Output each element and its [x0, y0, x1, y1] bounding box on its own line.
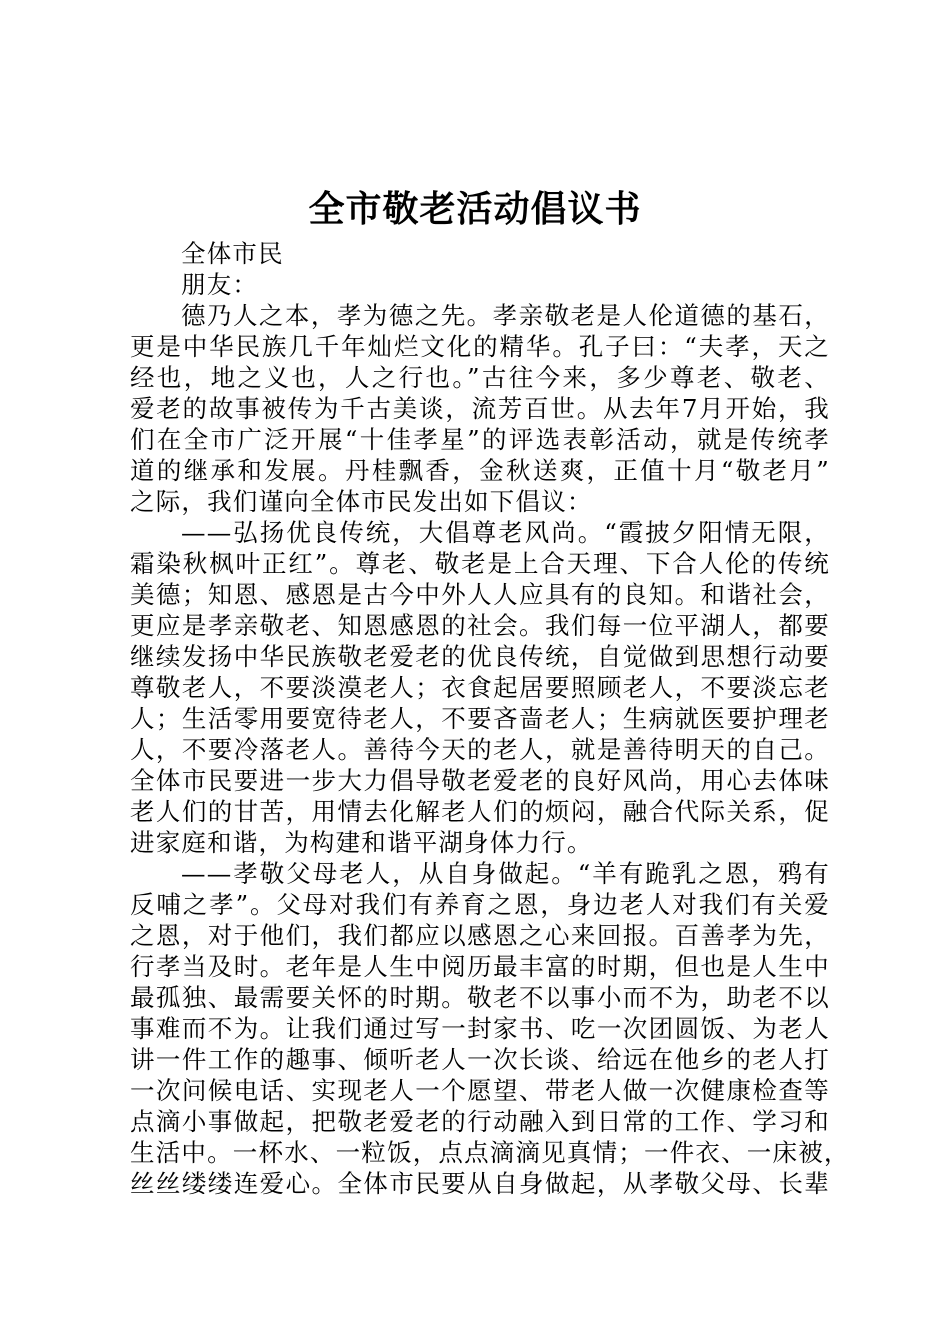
paragraph-line: 继续发扬中华民族敬老爱老的优良传统，自觉做到思想行动要: [130, 642, 830, 671]
paragraph-line: 德乃人之本，孝为德之先。孝亲敬老是人伦道德的基石，: [181, 301, 830, 330]
paragraph-line: 之际，我们谨向全体市民发出如下倡议：: [130, 487, 593, 516]
paragraph-line: ——孝敬父母老人，从自身做起。“羊有跪乳之恩，鸦有: [181, 859, 830, 888]
paragraph-line: 最孤独、最需要关怀的时期。敬老不以事小而不为，助老不以: [130, 983, 830, 1012]
salutation-line: 朋友：: [181, 270, 259, 299]
paragraph-line: 道的继承和发展。丹桂飘香，金秋送爽，正值十月“敬老月”: [130, 456, 830, 485]
paragraph-line: 行孝当及时。老年是人生中阅历最丰富的时期，但也是人生中: [130, 952, 830, 981]
paragraph-line: 点滴小事做起，把敬老爱老的行动融入到日常的工作、学习和: [130, 1107, 830, 1136]
paragraph-line: 经也，地之义也，人之行也。”古往今来，多少尊老、敬老、: [130, 363, 830, 392]
paragraph-line: 爱老的故事被传为千古美谈，流芳百世。从去年7月开始，我: [130, 394, 830, 423]
paragraph-line: 人；生活零用要宽待老人，不要吝啬老人；生病就医要护理老: [130, 704, 830, 733]
paragraph-line: 更是中华民族几千年灿烂文化的精华。孔子曰：“夫孝，天之: [130, 332, 830, 361]
paragraph-line: 美德；知恩、感恩是古今中外人人应具有的良知。和谐社会，: [130, 580, 830, 609]
paragraph-line: 之恩，对于他们，我们都应以感恩之心来回报。百善孝为先，: [130, 921, 830, 950]
paragraph-line: 全体市民要进一步大力倡导敬老爱老的良好风尚，用心去体味: [130, 766, 830, 795]
document-title: 全市敬老活动倡议书: [308, 188, 642, 230]
paragraph-line: 反哺之孝”。父母对我们有养育之恩，身边老人对我们有关爱: [130, 890, 830, 919]
salutation-line: 全体市民: [181, 239, 284, 268]
document-body: [130, 238, 850, 1199]
paragraph-line: 丝丝缕缕连爱心。全体市民要从自身做起，从孝敬父母、长辈: [130, 1169, 830, 1198]
paragraph-line: 一次问候电话、实现老人一个愿望、带老人做一次健康检查等: [130, 1076, 830, 1105]
paragraph-line: 生活中。一杯水、一粒饭，点点滴滴见真情；一件衣、一床被，: [130, 1138, 850, 1167]
paragraph-line: 讲一件工作的趣事、倾听老人一次长谈、给远在他乡的老人打: [130, 1045, 830, 1074]
paragraph-line: ——弘扬优良传统，大倡尊老风尚。“霞披夕阳情无限，: [181, 518, 830, 547]
paragraph-line: 进家庭和谐，为构建和谐平湖身体力行。: [130, 828, 593, 857]
paragraph-line: 人，不要冷落老人。善待今天的老人，就是善待明天的自己。: [130, 735, 830, 764]
paragraph-line: 老人们的甘苦，用情去化解老人们的烦闷，融合代际关系，促: [130, 797, 830, 826]
paragraph-line: 们在全市广泛开展“十佳孝星”的评选表彰活动，就是传统孝: [130, 425, 830, 454]
paragraph-line: 更应是孝亲敬老、知恩感恩的社会。我们每一位平湖人，都要: [130, 611, 830, 640]
paragraph-line: 事难而不为。让我们通过写一封家书、吃一次团圆饭、为老人: [130, 1014, 830, 1043]
paragraph-line: 霜染秋枫叶正红”。尊老、敬老是上合天理、下合人伦的传统: [130, 549, 830, 578]
paragraph-line: 尊敬老人，不要淡漠老人；衣食起居要照顾老人，不要淡忘老: [130, 673, 830, 702]
